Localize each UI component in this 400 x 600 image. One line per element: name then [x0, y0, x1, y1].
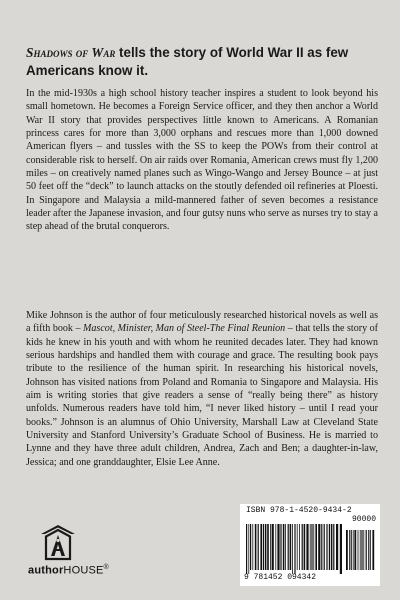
barcode-bar [366, 530, 367, 570]
barcode-bar [329, 524, 330, 570]
barcode-bar [299, 524, 300, 570]
barcode-bar [297, 524, 298, 570]
barcode-bar [302, 524, 303, 570]
barcode-bar [283, 524, 285, 570]
barcode-bar [349, 530, 350, 570]
author-bio-part2: – that tells the story of kids he knew in his youth and with whom he reunited decades later. They had known serious hardships and handled them with courage and grace. The resulting book pays tribute to the resilience of the human spirit. In researching his historical novels, Johnson has visited nations from Poland and Romania to Singapore and Malaysia. His aim is writing stories that give readers a sense of “really being there” as history unfolds. Numerous readers have told him, “I never liked history – until I read your books.” Johnson is an alumnus of Ohio University, Marshall Law at Cleveland State University and Stanford University’s Graduate School of Business. He is married to Lynne and they have three adult children, Andrea, Zach and Ben; a daughter-in-law, Jessica; and one granddaughter, Elsie Lee Anne. [26, 323, 379, 468]
barcode-bar [272, 524, 274, 570]
book-headline [26, 44, 378, 80]
barcode-bar [370, 530, 371, 570]
author-bio-book-title: Mascot, Minister, Man of Steel-The Final Reunion [83, 323, 286, 335]
barcode-bar [277, 524, 279, 570]
barcode-bar [326, 524, 327, 570]
barcode-bar [285, 524, 286, 570]
barcode-bar [363, 530, 364, 570]
barcode-bar [265, 524, 267, 570]
isbn-label: ISBN 978-1-4520-9434-2 [246, 506, 352, 515]
barcode-bar [304, 524, 306, 570]
barcode-bar [260, 524, 262, 570]
barcode-bar [280, 524, 281, 570]
barcode-bar [258, 524, 259, 570]
barcode-bar [361, 530, 362, 570]
barcode-bar [360, 530, 361, 570]
publisher-logo [28, 524, 124, 582]
publisher-name [28, 564, 109, 577]
price-code: 90000 [351, 515, 376, 524]
synopsis-paragraph: In the mid-1930s a high school history teacher inspires a student to look beyond his small hometown. He becomes a Foreign Service officer, and they then anchor a World War II story that provides perspectives little known to Americans. A Romanian princess cares for more than 3,000 orphans and rescues more than 1,000 downed American flyers – and tussles with the SS to keep the POWs from their control at considerable risk to herself. On air raids over Romania, American crews must fly 1,200 miles – on creatively named planes such as Wingo-Wango and Jersey Bounce – at just 50 feet off the “deck” to launch attacks on the stoutly defended oil refineries at Ploesti. In Singapore and Malaysia a mild-mannered father of seven becomes a resistance leader after the Japanese invasion, and four gutsy nuns who serve as nurses try to stay a step ahead of the brutal conquerors. [26, 88, 378, 233]
barcode-bar [313, 524, 314, 570]
barcode-bar [275, 524, 276, 570]
barcode-bar [324, 524, 325, 570]
barcode-bar [351, 530, 352, 570]
barcode-box [240, 504, 380, 586]
author-bio-part1: Mike Johnson is the author of four meticulously researched historical novels as well as a fifth book – [26, 310, 378, 335]
publisher-name-bold: author [28, 564, 64, 577]
barcode-bar [290, 524, 292, 570]
barcode-bar [270, 524, 271, 570]
barcode-bar [353, 530, 354, 570]
barcode-bar [288, 524, 289, 570]
author-bio-paragraph [26, 309, 378, 469]
barcode-bars [244, 524, 376, 574]
headline-text: tells the story of World War II as few Americans know it. [26, 45, 349, 78]
barcode-bar [346, 530, 348, 570]
barcode-bar [306, 524, 308, 570]
barcode-bar [255, 524, 257, 570]
barcode-bar [321, 524, 322, 570]
barcode-bar [252, 524, 253, 570]
barcode-bar [246, 524, 247, 574]
barcode-bar [311, 524, 312, 570]
barcode-bar [250, 524, 251, 570]
barcode-bar [292, 524, 293, 574]
barcode-bar [263, 524, 264, 570]
barcode-bar [267, 524, 269, 570]
barcode-bar [340, 524, 342, 574]
barcode-bar [333, 524, 334, 570]
barcode-bar [368, 530, 369, 570]
barcode-bar [318, 524, 320, 570]
authorhouse-logo-icon [40, 524, 76, 562]
barcode-bar [336, 524, 338, 570]
barcode-bar [315, 524, 317, 570]
barcode-bar [248, 524, 249, 574]
barcode-bar [354, 530, 356, 570]
barcode-bar [331, 524, 333, 570]
barcode-bar [310, 524, 311, 570]
barcode-bar [294, 524, 295, 574]
ean-digits: 9 781452 094342 [244, 573, 317, 582]
registered-mark: ® [103, 564, 109, 571]
publisher-name-regular: HOUSE [63, 564, 104, 577]
book-title: Shadows of War [26, 45, 116, 60]
barcode-bar [358, 530, 359, 570]
barcode-bar [372, 530, 374, 570]
